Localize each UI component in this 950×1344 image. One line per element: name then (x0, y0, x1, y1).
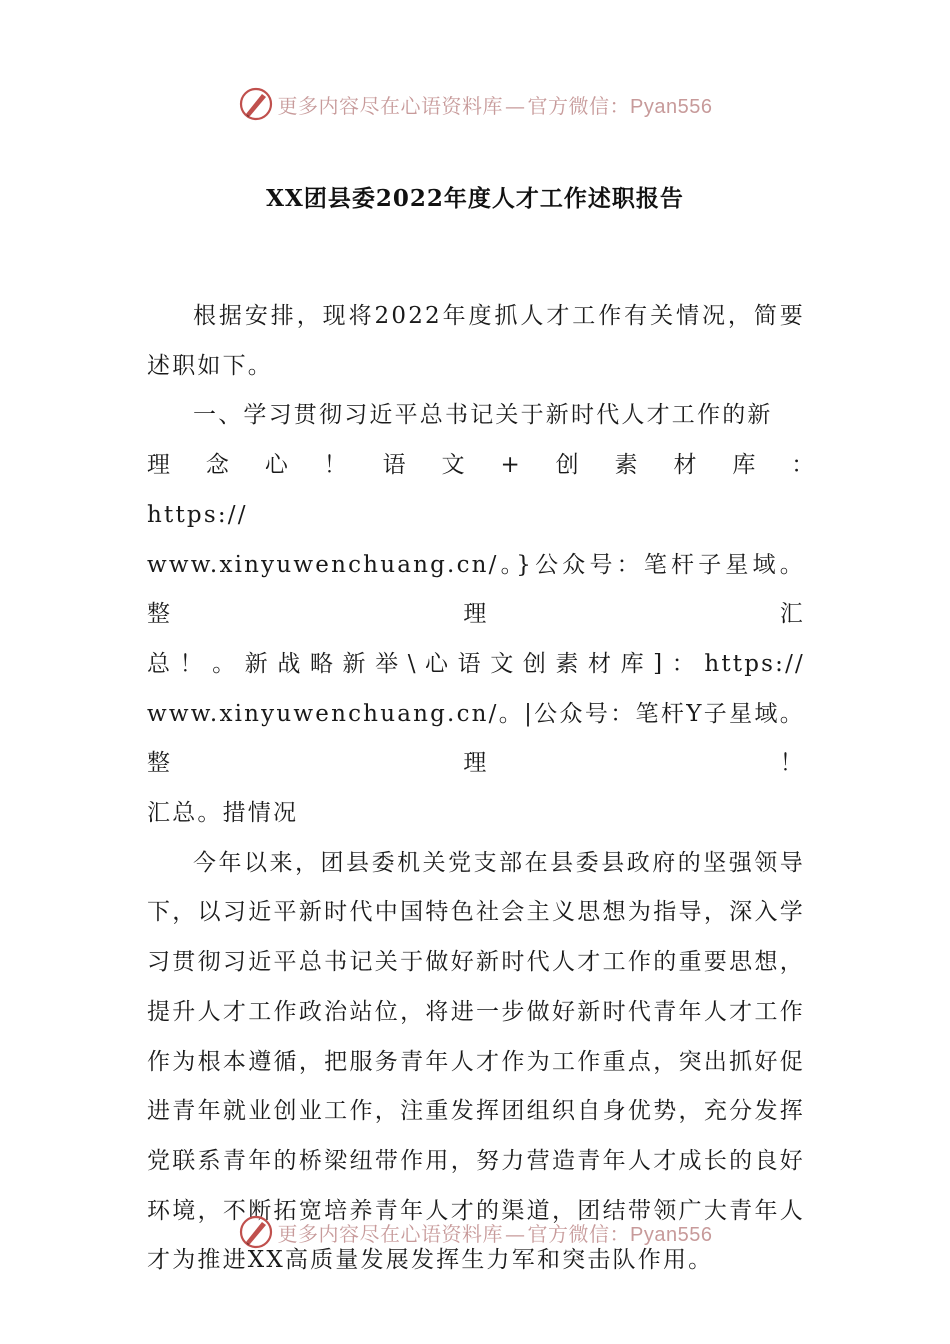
banner-suffix: 官方微信： (527, 93, 631, 118)
paragraph-section-one (147, 391, 805, 441)
banner-text: 更多内容尽在心语资料库 (277, 1221, 504, 1246)
paragraph-body: 今年以来，团县委机关党支部在县委县政府的坚强领导下，以习近平新时代中国特色社会主义思想为指导，深入学习贯彻习近平总书记关于做好新时代人才工作的重要思想，提升人才工作政治站位，将进一步做好新时代青年人才工作作为根本遵循，把服务青年人才作为工作重点，突出抓好促进青年就业创业工作，注重发挥团组织自身优势，充分发挥党联系青年的桥梁纽带作用，努力营造青年人才成长的良好环境，不断拓宽培养青年人才的渠道，团结带领广大青年人才为推进XX高质量发展发挥生力军和突击队作用。 (147, 849, 805, 1274)
banner-text: 更多内容尽在心语资料库 (277, 93, 504, 118)
banner-wechat: Pyan556 (630, 95, 713, 118)
section-one-line-5: www.xinyuwenchuang.cn/。|公众号：笔杆Y子星域。整理！ (147, 700, 805, 777)
document-title: XX团县委2022年度人才工作述职报告 (266, 185, 684, 212)
paragraph-intro: 根据安排，现将2022年度抓人才工作有关情况，简要述职如下。 (147, 303, 805, 379)
document-body (147, 292, 831, 1286)
section-one-line-2: 理 念 心 ！ 语 文 + 创 素 材 库 ： https:// (147, 452, 831, 528)
footer-banner (0, 1212, 950, 1252)
banner-wechat: Pyan556 (630, 1223, 713, 1246)
banner-separator: — (505, 93, 526, 118)
section-one-line-4: 总！。新战略新举\心语文创素材库]：https:// (147, 650, 805, 677)
banner-suffix: 官方微信： (527, 1221, 631, 1246)
banner-separator: — (505, 1221, 526, 1246)
pen-logo-icon (238, 86, 274, 122)
header-banner (0, 84, 950, 124)
section-one-line-6: 汇总。措情况 (147, 800, 299, 827)
pen-logo-icon (238, 1214, 274, 1250)
section-one-line-3: www.xinyuwenchuang.cn/。}公众号：笔杆子星域。整理汇 (147, 551, 805, 628)
section-one-line-1: 一、学习贯彻习近平总书记关于新时代人才工作的新 (193, 402, 773, 429)
